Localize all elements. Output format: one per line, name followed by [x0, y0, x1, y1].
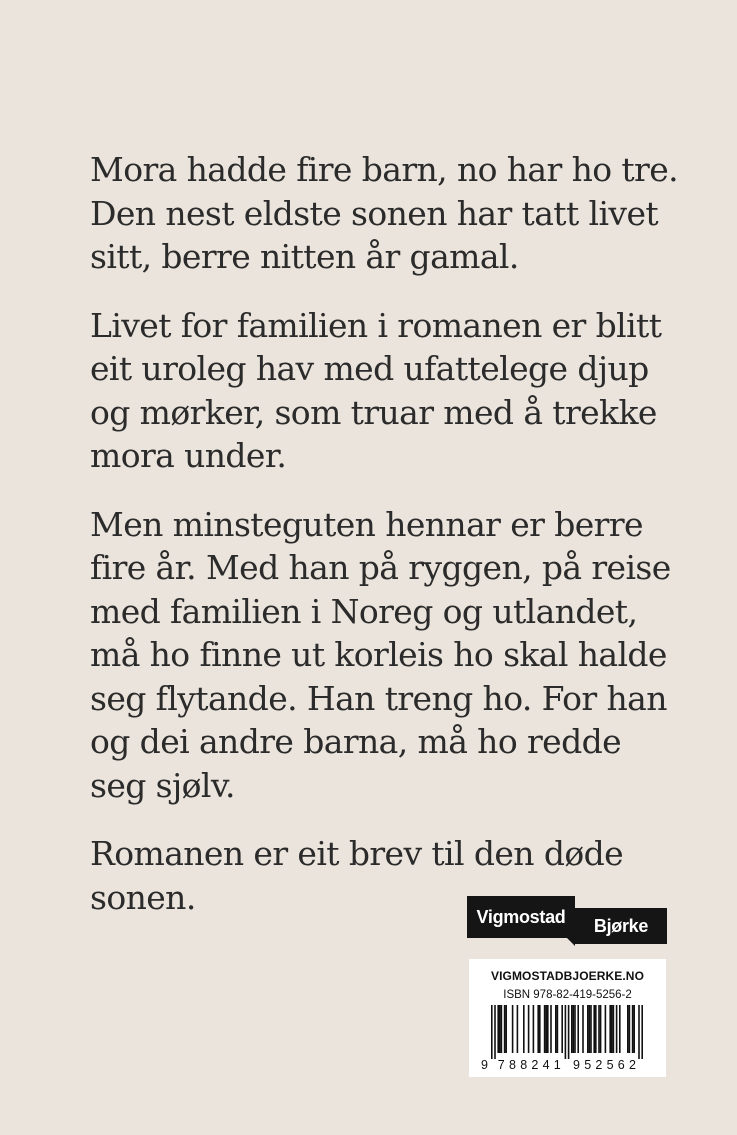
barcode-bar [595, 1005, 597, 1053]
barcode-digit: 8 [509, 1058, 516, 1071]
barcode-bar [539, 1005, 541, 1053]
barcode-digit: 8 [520, 1058, 528, 1071]
blurb-line: må ho finne ut korleis ho skal halde [90, 635, 667, 674]
barcode-digit: 1 [553, 1058, 561, 1071]
barcode-digit: 9 [573, 1058, 580, 1071]
barcode-bar [537, 1005, 539, 1053]
barcode-bar [571, 1005, 573, 1053]
barcode-bar [523, 1005, 525, 1053]
blurb-line: sitt, berre nitten år gamal. [90, 237, 519, 276]
barcode-bar [504, 1005, 506, 1053]
barcode-bar [499, 1005, 501, 1053]
barcode-bar [616, 1005, 618, 1053]
barcode-graphic [479, 1005, 656, 1071]
barcode-bar [573, 1005, 575, 1053]
barcode-bar [587, 1005, 589, 1053]
barcode-bar [613, 1005, 615, 1053]
barcode-bar [550, 1005, 552, 1053]
blurb-line: seg flytande. Han treng ho. For han [90, 678, 667, 718]
barcode-box [469, 959, 666, 1077]
barcode-bar [533, 1005, 535, 1053]
barcode-bar [609, 1005, 611, 1053]
publisher-logo-notch [567, 938, 575, 946]
barcode-digit: 4 [542, 1058, 550, 1071]
blurb-line: og mørker, som truar med å trekke [90, 392, 657, 432]
barcode-digit: 5 [584, 1058, 592, 1071]
barcode-bar [589, 1005, 591, 1053]
barcode-bar [545, 1005, 547, 1053]
barcode-digit: 5 [606, 1058, 614, 1071]
barcode-bar [627, 1005, 629, 1053]
barcode-digit: 2 [629, 1058, 636, 1071]
blurb-line: med familien i Noreg og utlandet, [90, 591, 638, 631]
blurb-paragraph-3 [90, 503, 690, 808]
blurb-text [90, 148, 690, 944]
barcode-bar [582, 1005, 584, 1053]
blurb-line: og dei andre barna, må ho redde [90, 722, 622, 761]
barcode-bar [517, 1005, 519, 1053]
blurb-paragraph-1 [90, 148, 690, 279]
barcode-bar [574, 1005, 576, 1053]
barcode-bar [593, 1005, 595, 1053]
barcode-digit: 2 [531, 1058, 539, 1071]
barcode-bar [638, 1005, 640, 1059]
publisher-url: VIGMOSTADBJOERKE.NO [490, 969, 645, 983]
barcode-bar [632, 1005, 634, 1053]
blurb-line: Livet for familien i romanen er blitt [90, 305, 662, 345]
barcode-digit-first: 9 [481, 1058, 488, 1071]
barcode-bar [629, 1005, 631, 1053]
barcode-bar [619, 1005, 621, 1053]
blurb-line: eit uroleg hav med ufattelege djup [90, 349, 649, 388]
barcode-bar [491, 1005, 493, 1059]
barcode-bar [505, 1005, 507, 1053]
barcode-bar [577, 1005, 579, 1053]
blurb-line: Men minsteguten hennar er berre [90, 504, 643, 544]
barcode-bar [528, 1005, 530, 1053]
blurb-line: Mora hadde fire barn, no har ho tre. [90, 150, 679, 189]
barcode-bar [544, 1005, 546, 1053]
barcode-bar [561, 1005, 563, 1053]
barcode-bar [568, 1005, 570, 1059]
isbn-number: ISBN 978-82-419-5256-2 [503, 989, 632, 1001]
blurb-line: mora under. [90, 436, 287, 475]
barcode-bar [494, 1005, 496, 1059]
publisher-logo [467, 896, 667, 952]
publisher-logo-part2: Bjørke [575, 908, 667, 944]
blurb-line: sonen. [90, 877, 196, 917]
publisher-logo-part1: Vigmostad [467, 896, 575, 938]
barcode-bar [641, 1005, 643, 1059]
barcode-digit: 2 [595, 1058, 603, 1071]
barcode-bar [605, 1005, 607, 1053]
barcode-bar [547, 1005, 549, 1053]
barcode-bar [557, 1005, 559, 1053]
blurb-line: fire år. Med han på ryggen, på reise [90, 548, 671, 587]
barcode-bar [633, 1005, 635, 1053]
barcode-bar [555, 1005, 557, 1053]
barcode-bar [611, 1005, 613, 1053]
barcode-digit: 7 [497, 1058, 505, 1071]
blurb-paragraph-2 [90, 304, 690, 478]
barcode-bar [598, 1005, 600, 1053]
blurb-line: Den nest eldste sonen har tatt livet [90, 193, 659, 233]
blurb-line: Romanen er eit brev til den døde [90, 834, 624, 873]
barcode-digit: 6 [617, 1058, 625, 1071]
barcode-bar [501, 1005, 503, 1053]
barcode-bar [497, 1005, 499, 1053]
barcode-bar [512, 1005, 514, 1053]
blurb-line: seg sjølv. [90, 765, 235, 805]
barcode-bar [590, 1005, 592, 1053]
barcode-bar [600, 1005, 602, 1053]
barcode-bar [565, 1005, 567, 1059]
